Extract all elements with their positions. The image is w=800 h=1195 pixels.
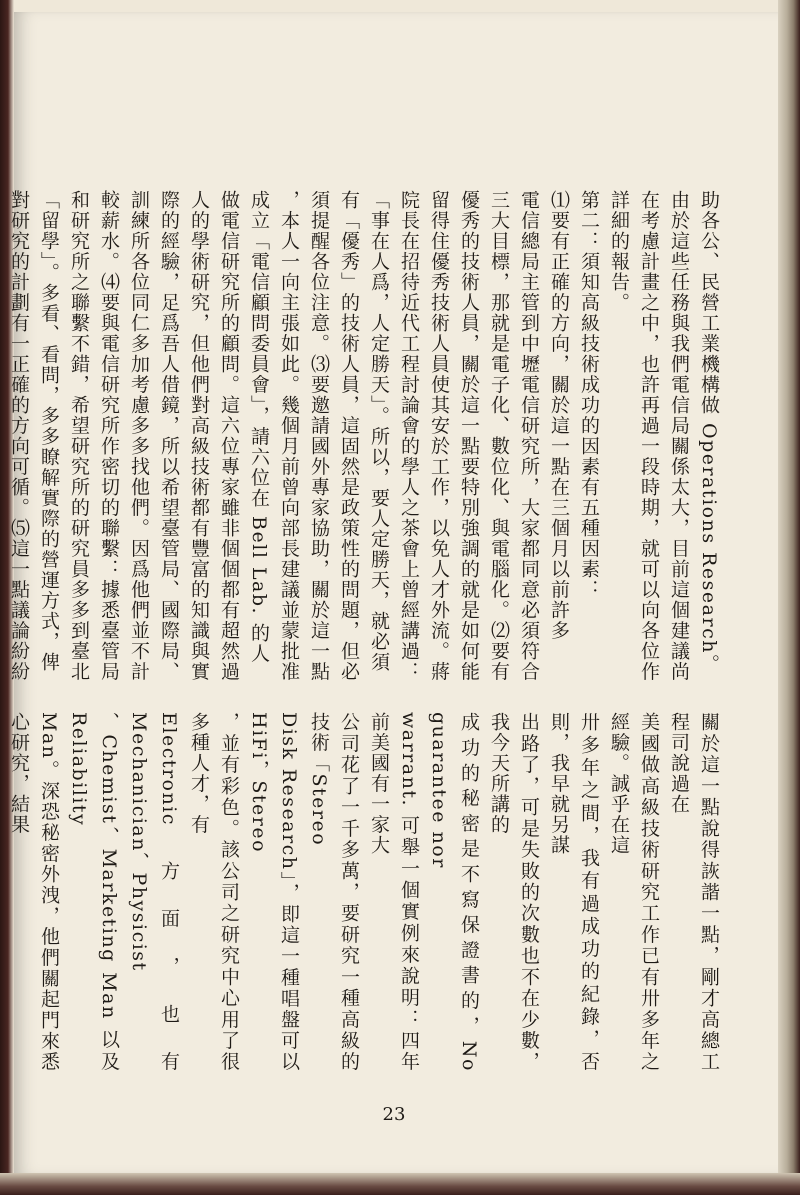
text-line: 際的經驗，足爲吾人借鏡，所以希望臺管局、國際局、 — [158, 190, 180, 682]
text-line: 做電信研究所的顧問。這六位專家雖非個個都有超然過 — [218, 190, 240, 682]
text-line: Disk Research」，即這一種唱盤可以 HiFi，Stereo — [248, 712, 300, 1072]
text-line: ，並有彩色。該公司之研究中心用了很多種人才，有 — [188, 712, 240, 1072]
text-line: ⑴要有正確的方向，關於這一點在三個月以前許多 — [548, 190, 570, 641]
text-line — [0, 190, 4, 710]
text-line: 訓練所各位同仁多加考慮多多找他們。因爲他們並不計 — [128, 190, 150, 682]
text-line: 美國做高級技術研究工作已有卅多年之經驗。誠乎在這 — [608, 712, 660, 1072]
text-line: 在考慮計畫之中，也許再過一段時期，就可以向各位作 — [638, 190, 660, 682]
text-line: 優秀的技術人員，關於這一點要特別強調的就是如何能 — [458, 190, 480, 682]
text-line: 公司花了一千多萬，要研究一種高級的技術「Stereo — [308, 712, 360, 1072]
text-line: 詳細的報告。 — [608, 190, 630, 313]
text-line: Electronic 方面，也有 Mechanician、Physicist — [128, 712, 180, 1072]
text-line: 卅多年之間，我有過成功的紀錄，否則，我早就另謀 — [548, 712, 600, 1072]
page-stack-edge — [778, 0, 800, 1195]
upper-text-block — [8, 190, 724, 710]
text-line: 「事在人爲，人定勝天」。所以，要人定勝天，就必須 — [368, 190, 390, 673]
text-line: 和研究所之聯繫不錯，希望研究所的研究員多多到臺北 — [68, 190, 90, 682]
text-line: 出路了，可是失敗的次數也不在少數，我今天所講的 — [488, 712, 540, 1072]
book-cover-bottom — [0, 1173, 800, 1195]
book-page — [8, 12, 792, 1174]
text-line: 對研究的計劃有一正確的方向可循。⑸這一點議論紛紛 — [8, 190, 30, 682]
text-line: 「留學」。多看、看問，多多瞭解實際的營運方式，俾 — [38, 190, 60, 673]
text-line: 人的學術研究，但他們對高級技術都有豐富的知識與實 — [188, 190, 210, 682]
text-line: warrant. 可舉一個實例來說明：四年前美國有一家大 — [368, 712, 420, 1072]
text-line: 關於這一點說得詼諧一點，剛才高總工程司說過在 — [668, 712, 720, 1072]
text-line: 助各公、民營工業機構做 Operations Research。 — [698, 190, 720, 675]
text-line: 第二：須知高級技術成功的因素有五種因素： — [578, 190, 600, 600]
text-line: 成立「電信顧問委員會」，請六位在 Bell Lab. 的人 — [248, 190, 270, 664]
lower-text-block — [8, 712, 724, 1072]
text-line: 有「優秀」的技術人員，這固然是政策性的問題，但必 — [338, 190, 360, 682]
text-line: 須提醒各位注意。⑶要邀請國外專家協助，關於這一點 — [308, 190, 330, 682]
text-line: 電信總局主管到中壢電信研究所，大家都同意必須符合 — [518, 190, 540, 682]
text-line: 由於這些任務與我們電信局關係太大，目前這個建議尚 — [668, 190, 690, 682]
text-line: 留得住優秀技術人員使其安於工作，以免人才外流。蔣 — [428, 190, 450, 682]
text-line: Man。深恐秘密外洩，他們關起門來悉心研究，結果 — [8, 712, 60, 1072]
text-line — [0, 712, 4, 1072]
text-line: 三大目標，那就是電子化、數位化、與電腦化。⑵要有 — [488, 190, 510, 682]
text-line: ，本人一向主張如此。幾個月前曾向部長建議並蒙批准 — [278, 190, 300, 682]
text-line: 較薪水。⑷要與電信研究所作密切的聯繫：據悉臺管局 — [98, 190, 120, 682]
text-line: 、Chemist、Marketing Man 以及 Reliability — [68, 712, 120, 1072]
text-line: 院長在招待近代工程討論會的學人之茶會上曾經講過： — [398, 190, 420, 682]
text-line: 成功的秘密是不寫保證書的，No guarantee nor — [428, 712, 480, 1072]
page-number: 23 — [382, 1104, 406, 1125]
